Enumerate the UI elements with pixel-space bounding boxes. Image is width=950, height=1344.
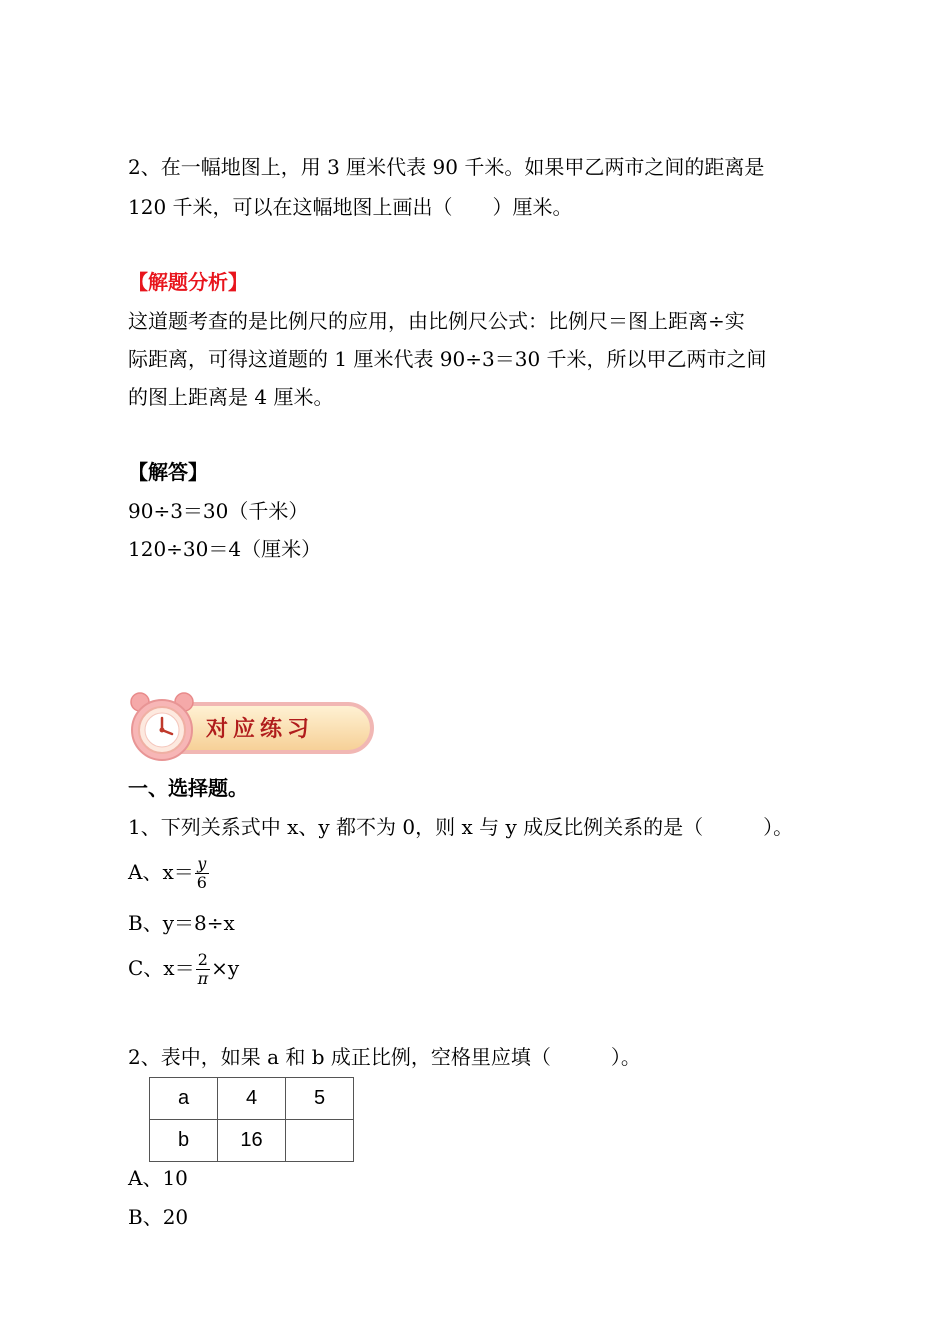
q2-stem: 2、表中，如果 a 和 b 成正比例，空格里应填（ ）。 bbox=[128, 1045, 641, 1069]
answer-heading: 【解答】 bbox=[128, 460, 208, 484]
q1-option-a-prefix: A、x＝ bbox=[128, 860, 194, 884]
question-2-line-1: 2、在一幅地图上，用 3 厘米代表 90 千米。如果甲乙两市之间的距离是 bbox=[128, 155, 765, 179]
table-cell: 5 bbox=[286, 1078, 354, 1120]
q1-option-c bbox=[128, 948, 239, 988]
table-row bbox=[150, 1120, 354, 1162]
section-title: 一、选择题。 bbox=[128, 776, 248, 800]
q1-option-b: B、y＝8÷x bbox=[128, 911, 235, 935]
table-cell: 4 bbox=[218, 1078, 286, 1120]
table-cell: a bbox=[150, 1078, 218, 1120]
q1-option-c-prefix: C、x＝ bbox=[128, 956, 195, 980]
question-2-line-2: 120 千米，可以在这幅地图上画出（ ）厘米。 bbox=[128, 195, 573, 219]
q1-option-c-denominator: π bbox=[197, 969, 209, 988]
q1-option-a-numerator: y bbox=[195, 855, 209, 874]
analysis-line-2: 际距离，可得这道题的 1 厘米代表 90÷3＝30 千米，所以甲乙两市之间 bbox=[128, 347, 767, 371]
practice-banner bbox=[126, 690, 376, 762]
answer-line-1: 90÷3＝30（千米） bbox=[128, 499, 309, 523]
analysis-line-3: 的图上距离是 4 厘米。 bbox=[128, 385, 334, 409]
q1-option-c-numerator: 2 bbox=[196, 951, 211, 970]
table-cell: 16 bbox=[218, 1120, 286, 1162]
proportion-table bbox=[149, 1077, 354, 1162]
q1-option-a bbox=[128, 852, 210, 892]
table-cell: b bbox=[150, 1120, 218, 1162]
clock-banner-icon bbox=[126, 690, 376, 762]
q1-option-c-suffix: ×y bbox=[211, 956, 240, 980]
q2-option-b: B、20 bbox=[128, 1205, 189, 1229]
table-row bbox=[150, 1078, 354, 1120]
answer-line-2: 120÷30＝4（厘米） bbox=[128, 537, 322, 561]
q1-option-c-fraction bbox=[196, 951, 211, 988]
analysis-line-1: 这道题考查的是比例尺的应用，由比例尺公式：比例尺＝图上距离÷实 bbox=[128, 309, 745, 333]
q1-stem: 1、下列关系式中 x、y 都不为 0，则 x 与 y 成反比例关系的是（ ）。 bbox=[128, 815, 794, 839]
q2-option-a: A、10 bbox=[128, 1166, 188, 1190]
q1-option-a-denominator: 6 bbox=[196, 873, 207, 892]
banner-label: 对应练习 bbox=[206, 717, 315, 742]
analysis-heading: 【解题分析】 bbox=[128, 270, 248, 294]
q1-option-a-fraction bbox=[195, 855, 209, 892]
table-cell-blank bbox=[286, 1120, 354, 1162]
